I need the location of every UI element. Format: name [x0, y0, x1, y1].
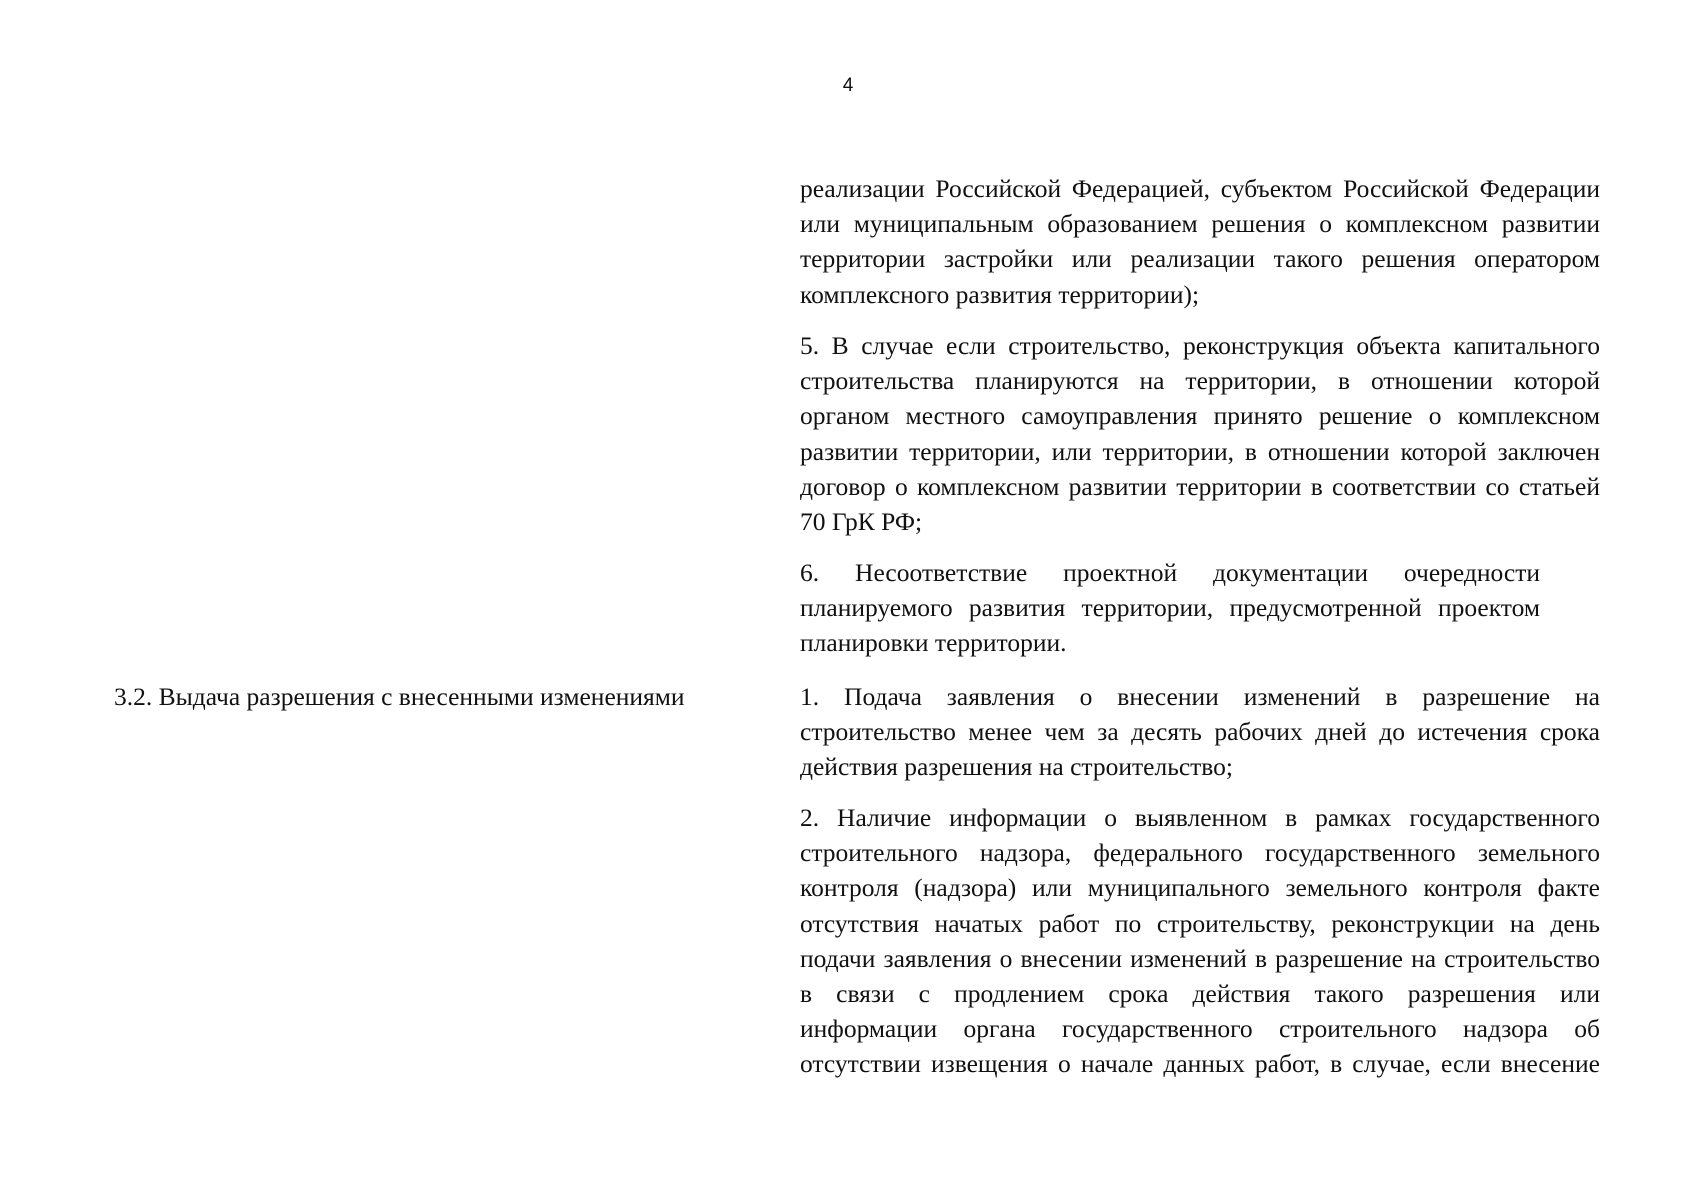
paragraph-item-1: 1. Подача заявления о внесении изменений в разрешение на строительство менее чем за десять рабочих дней до истечения срока действия разрешения на строительство;: [800, 682, 1600, 782]
paragraph-continuation: реализации Российской Федерацией, субъектом Российской Федерации или муниципальным образованием решения о комплексном развитии территории застройки или реализации такого решения оператором комплексного развития территории);: [800, 174, 1600, 309]
page-number: 4: [842, 75, 854, 96]
paragraph-item-5: 5. В случае если строительство, реконструкция объекта капитального строительства планируются на территории, в отношении которой органом местного самоуправления принято решение о комплексном развитии территории, или территории, в отношении которой заключен договор о комплексном развитии территории в соответствии со статьей 70 ГрК РФ;: [800, 331, 1600, 537]
paragraph-item-2: 2. Наличие информации о выявленном в рамках государственного строительного надзора, федерального государственного земельного контроля (надзора) или муниципального земельного контроля факте отсутствия начатых работ по строительству, реконструкции на день подачи заявления о внесении изменений в разрешение на строительство в связи с продлением срока действия такого разрешения или информации органа государственного строительного надзора об отсутствии извещения о начале данных работ, в случае, если внесение: [800, 803, 1600, 1079]
section-heading-3-2: 3.2. Выдача разрешения с внесенными изменениями: [114, 682, 685, 711]
paragraph-item-6: 6. Несоответствие проектной документации очередности планируемого развития территории, предусмотренной проектом планировки территории.: [800, 558, 1540, 658]
